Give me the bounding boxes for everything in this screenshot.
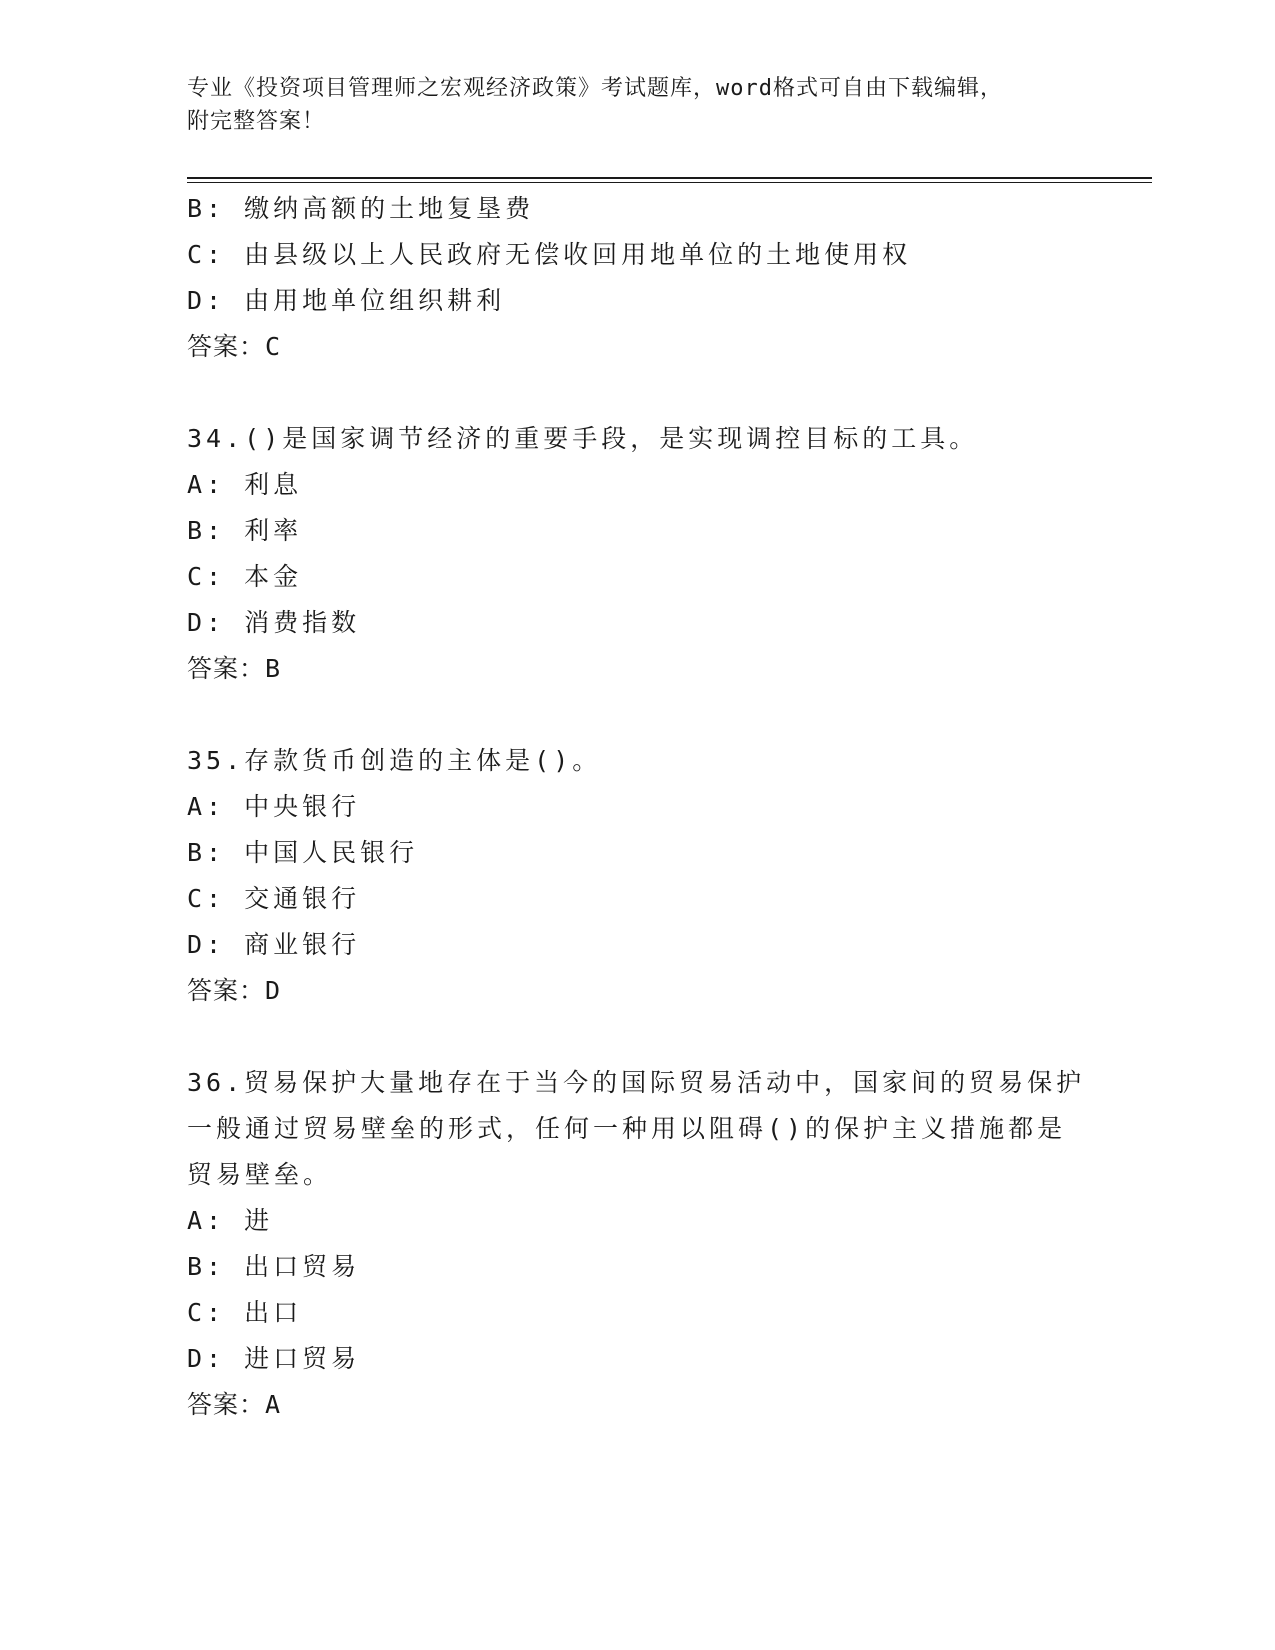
question-34	[187, 416, 1087, 692]
header-line-2: 附完整答案！	[187, 109, 326, 134]
option-c: C: 由县级以上人民政府无偿收回用地单位的土地使用权	[187, 240, 912, 269]
header-divider-thick	[187, 177, 1152, 179]
option-b: B: 出口贸易	[187, 1252, 361, 1281]
question-35	[187, 738, 1087, 1014]
question-33-tail	[187, 186, 1087, 370]
option-c: C: 出口	[187, 1298, 303, 1327]
question-stem: 34.()是国家调节经济的重要手段，是实现调控目标的工具。	[187, 424, 979, 453]
option-d: D: 消费指数	[187, 608, 361, 637]
option-a: A: 中央银行	[187, 792, 361, 821]
document-header	[187, 72, 1087, 138]
answer-line: 答案：D	[187, 976, 282, 1005]
option-a: A: 利息	[187, 470, 303, 499]
option-d: D: 由用地单位组织耕利	[187, 286, 506, 315]
answer-line: 答案：B	[187, 654, 282, 683]
option-b: B: 利率	[187, 516, 303, 545]
option-d: D: 进口贸易	[187, 1344, 361, 1373]
spacer	[187, 692, 1087, 738]
question-stem: 35.存款货币创造的主体是()。	[187, 746, 602, 775]
option-d: D: 商业银行	[187, 930, 361, 959]
option-b: B: 中国人民银行	[187, 838, 419, 867]
header-line-1: 专业《投资项目管理师之宏观经济政策》考试题库，word格式可自由下载编辑，	[187, 76, 1003, 101]
question-stem-line-3: 贸易壁垒。	[187, 1160, 333, 1189]
question-stem-line-2: 一般通过贸易壁垒的形式，任何一种用以阻碍()的保护主义措施都是	[187, 1114, 1067, 1143]
answer-line: 答案：C	[187, 332, 282, 361]
question-list	[187, 186, 1087, 1428]
option-c: C: 本金	[187, 562, 303, 591]
spacer	[187, 370, 1087, 416]
question-36	[187, 1060, 1087, 1428]
option-b: B: 缴纳高额的土地复垦费	[187, 194, 535, 223]
question-stem-line-1: 36.贸易保护大量地存在于当今的国际贸易活动中，国家间的贸易保护	[187, 1068, 1086, 1097]
option-c: C: 交通银行	[187, 884, 361, 913]
option-a: A: 进	[187, 1206, 274, 1235]
spacer	[187, 1014, 1087, 1060]
answer-line: 答案：A	[187, 1390, 282, 1419]
header-divider-thin	[187, 182, 1152, 183]
